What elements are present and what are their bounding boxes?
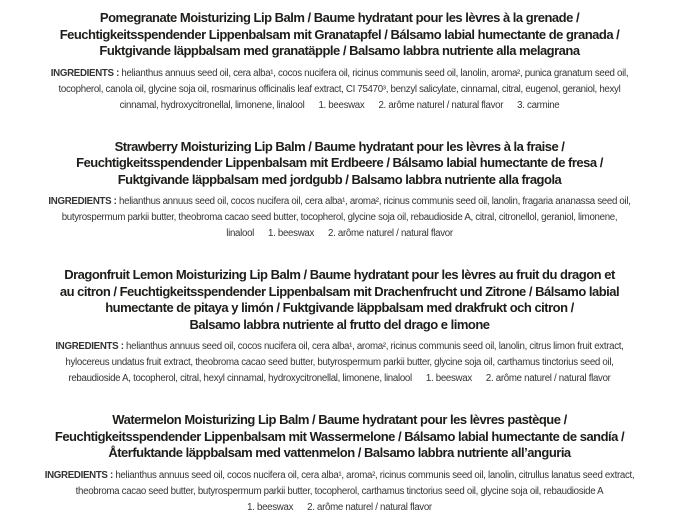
product-title [0, 267, 679, 333]
ingredients-text: helianthus annuus seed oil, cera alba¹, cocos nucifera oil, ricinus communis seed oil, lanolin, aroma², punica granatum seed oil, [121, 67, 629, 79]
ingredients-text: cinnamal, hydroxycitronellal, limonene, linalool [119, 99, 305, 111]
ingredients-text: helianthus annuus seed oil, cocos nucifera oil, cera alba¹, aroma², ricinus communis seed oil, lanolin, citrullus lanatus seed extract, [115, 469, 635, 481]
footnote-carmine: 3. carmine [517, 99, 560, 111]
ingredients-line: butyrospermum parkii butter, theobroma cacao seed butter, tocopherol, glycine soja oil, rebaudioside A, citral, citronellol, geraniol, limonene, [61, 212, 618, 223]
ingredients-label: INGREDIENTS : [50, 67, 120, 79]
footnote-natural-flavor: 2. arôme naturel / natural flavor [378, 99, 504, 111]
ingredients-label: INGREDIENTS : [44, 469, 113, 481]
title-line: Återfuktande läppbalsam med vattenmelon / Balsamo labbra nutriente all’anguria [108, 445, 571, 460]
footnote-natural-flavor: 2. arôme naturel / natural flavor [328, 228, 453, 239]
title-line: Dragonfruit Lemon Moisturizing Lip Balm / Baume hydratant pour les lèvres au fruit du dragon et [64, 267, 615, 282]
ingredients-text: linalool [226, 228, 255, 239]
title-line: Balsamo labbra nutriente al frutto del drago e limone [189, 316, 490, 332]
ingredients-line: tocopherol, canola oil, glycine soja oil, rosmarinus officinalis leaf extract, CI 75470³, benzyl salicylate, cinnamal, citral, eugenol, geraniol, hexyl [58, 83, 621, 95]
footnote-beeswax: 1. beeswax [247, 501, 294, 513]
title-line: Feuchtigkeitsspendender Lippenbalsam mit Erdbeere / Bálsamo labial humectante de fresa / [76, 155, 603, 170]
title-line: Pomegranate Moisturizing Lip Balm / Baume hydratant pour les lèvres à la grenade / [99, 10, 580, 25]
product-section-dragonfruit-lemon [0, 267, 679, 387]
ingredients-list [0, 339, 679, 387]
ingredients-list [0, 468, 679, 516]
ingredients-line [0, 194, 679, 210]
ingredients-line: hylocereus undatus fruit extract, theobroma cacao seed butter, butyrospermum parkii butter, glycine soja oil, carthamus tinctorius seed oil, [65, 357, 614, 368]
footnote-beeswax: 1. beeswax [268, 228, 315, 239]
ingredients-list [0, 194, 679, 242]
ingredients-label: INGREDIENTS : [48, 196, 117, 207]
title-line: humectante de pitaya y limón / Fuktgivande läppbalsam med drakfrukt och citron / [105, 300, 574, 315]
ingredients-footnote-line [0, 371, 679, 387]
title-line: Watermelon Moisturizing Lip Balm / Baume hydratant pour les lèvres pastèque / [112, 412, 567, 427]
ingredients-line [0, 468, 679, 484]
footnote-beeswax: 1. beeswax [318, 99, 365, 111]
ingredients-footnote-line [0, 500, 679, 516]
title-line: Strawberry Moisturizing Lip Balm / Baume hydratant pour les lèvres à la fraise / [114, 138, 565, 154]
title-line: Fuktgivande läppbalsam med granatäpple / Balsamo labbra nutriente alla melagrana [99, 43, 580, 58]
ingredients-line [0, 339, 679, 355]
ingredients-text: helianthus annuus seed oil, cocos nucifera oil, cera alba¹, aroma², ricinus communis seed oil, lanolin, fragaria ananassa seed oil, [119, 196, 631, 207]
title-line: Fuktgivande läppbalsam med jordgubb / Balsamo labbra nutriente alla fragola [117, 171, 562, 187]
ingredients-line: theobroma cacao seed butter, butyrospermum parkii butter, tocopherol, carthamus tinctorius seed oil, glycine soja oil, rebaudioside A [75, 485, 604, 497]
product-title [0, 412, 679, 462]
product-title [0, 139, 679, 189]
footnote-beeswax: 1. beeswax [425, 373, 472, 384]
title-line: au citron / Feuchtigkeitsspendender Lippenbalsam mit Drachenfrucht und Zitrone / Bálsamo labial [59, 283, 620, 299]
footnote-natural-flavor: 2. arôme naturel / natural flavor [307, 501, 432, 513]
product-section-watermelon [0, 412, 679, 516]
ingredients-text: rebaudioside A, tocopherol, citral, hexyl cinnamal, hydroxycitronellal, limonene, linalool [68, 373, 412, 384]
product-section-pomegranate [0, 10, 679, 114]
title-line: Feuchtigkeitsspendender Lippenbalsam mit Wassermelone / Bálsamo labial humectante de sandía / [54, 428, 625, 444]
ingredients-label: INGREDIENTS : [55, 341, 124, 352]
title-line: Feuchtigkeitsspendender Lippenbalsam mit Granatapfel / Bálsamo labial humectante de granada / [59, 26, 620, 42]
product-title [0, 10, 679, 60]
footnote-natural-flavor: 2. arôme naturel / natural flavor [485, 373, 611, 384]
ingredients-line [0, 66, 679, 82]
product-section-strawberry [0, 139, 679, 243]
ingredients-footnote-line [0, 98, 679, 114]
ingredients-list [0, 66, 679, 114]
ingredients-text: helianthus annuus seed oil, cocos nucifera oil, cera alba¹, aroma², ricinus communis seed oil, lanolin, citrus limon fruit extract, [126, 341, 624, 352]
ingredients-footnote-line [0, 226, 679, 242]
